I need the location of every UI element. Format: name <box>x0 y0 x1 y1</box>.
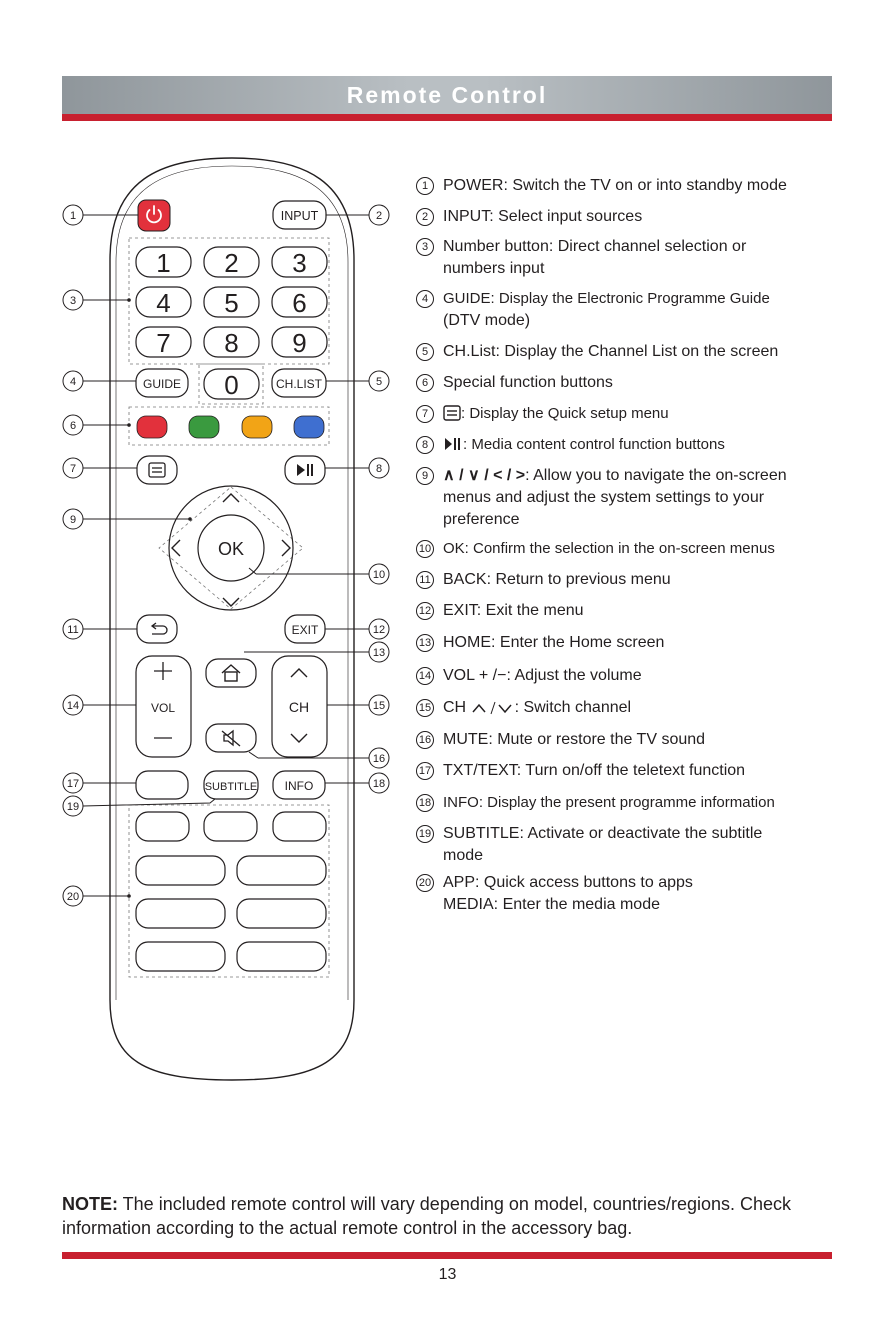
item-18 <box>416 792 836 814</box>
item-text: : Allow you to navigate the on-screen <box>525 467 787 484</box>
item-number: 15 <box>416 699 434 717</box>
callout-17: 17 <box>66 778 80 790</box>
item-text: SUBTITLE: Activate or deactivate the subtitle <box>443 825 763 842</box>
item-7 <box>416 403 836 425</box>
item-number: 5 <box>416 343 434 361</box>
item-text-cont: MEDIA: Enter the media mode <box>443 896 660 913</box>
item-text-pre: CH <box>443 699 467 716</box>
item-8 <box>416 434 836 456</box>
item-text: INFO: Display the present programme information <box>443 794 775 811</box>
item-text: BACK: Return to previous menu <box>443 571 671 588</box>
key-0: 0 <box>224 370 239 400</box>
callout-19: 19 <box>66 801 80 813</box>
item-10 <box>416 538 836 560</box>
callout-18: 18 <box>372 778 386 790</box>
item-20 <box>416 872 836 916</box>
item-text-cont: (DTV mode) <box>443 312 531 329</box>
ok-label: OK <box>217 539 245 559</box>
callout-11: 11 <box>67 624 79 636</box>
item-text: OK: Confirm the selection in the on-screen menus <box>443 540 775 557</box>
callout-20: 20 <box>66 891 80 903</box>
item-17 <box>416 760 836 782</box>
callout-1: 1 <box>69 210 77 222</box>
item-number: 10 <box>416 540 434 558</box>
item-text: APP: Quick access buttons to apps <box>443 874 693 891</box>
item-9 <box>416 465 836 531</box>
note-text: The included remote control will vary depending on model, countries/regions. Check information according to the actual remote control in the accessory bag. <box>62 1194 792 1238</box>
item-text-cont: numbers input <box>443 260 545 277</box>
info-label: INFO <box>284 779 314 793</box>
footer-rule <box>62 1252 832 1259</box>
callout-2: 2 <box>375 210 383 222</box>
back-button <box>137 615 177 643</box>
chevron-up-down-icon <box>471 701 515 715</box>
ch-label: CH <box>288 699 310 715</box>
item-number: 1 <box>416 177 434 195</box>
key-6: 6 <box>292 288 307 318</box>
callout-3: 3 <box>69 295 77 307</box>
item-number: 18 <box>416 794 434 812</box>
item-15 <box>416 697 836 719</box>
item-16 <box>416 729 836 751</box>
item-text: MUTE: Mute or restore the TV sound <box>443 731 706 748</box>
item-number: 2 <box>416 208 434 226</box>
item-text: HOME: Enter the Home screen <box>443 634 665 651</box>
item-text: Number button: Direct channel selection or <box>443 238 747 255</box>
note-label: NOTE: <box>62 1194 118 1214</box>
key-9: 9 <box>292 328 307 358</box>
item-number: 13 <box>416 634 434 652</box>
power-button <box>138 200 170 231</box>
item-1 <box>416 175 836 197</box>
item-13 <box>416 632 836 654</box>
item-text: EXIT: Exit the menu <box>443 602 584 619</box>
quick-menu-button <box>137 456 177 484</box>
item-text-cont: mode <box>443 847 484 864</box>
callout-13: 13 <box>372 647 386 659</box>
item-number: 19 <box>416 825 434 843</box>
item-3 <box>416 236 836 280</box>
item-number: 9 <box>416 467 434 485</box>
callout-12: 12 <box>372 624 386 636</box>
item-11 <box>416 569 836 591</box>
key-7: 7 <box>156 328 171 358</box>
vol-label: VOL <box>150 701 176 715</box>
input-label: INPUT <box>280 209 319 223</box>
key-5: 5 <box>224 288 239 318</box>
green-key <box>189 416 219 438</box>
item-number: 3 <box>416 238 434 256</box>
callout-7: 7 <box>69 463 77 475</box>
callout-4: 4 <box>69 376 77 388</box>
item-number: 16 <box>416 731 434 749</box>
item-text: Special function buttons <box>443 374 613 391</box>
item-14 <box>416 665 836 687</box>
key-3: 3 <box>292 248 307 278</box>
guide-label: GUIDE <box>142 377 182 391</box>
item-number: 17 <box>416 762 434 780</box>
item-number: 7 <box>416 405 434 423</box>
item-text-cont: menus and adjust the system settings to your <box>443 489 765 506</box>
item-19 <box>416 823 836 867</box>
item-text-cont2: preference <box>443 511 520 528</box>
item-text: INPUT: Select input sources <box>443 208 643 225</box>
item-number: 14 <box>416 667 434 685</box>
item-nav-symbols: ∧ / ∨ / < / > <box>443 467 526 484</box>
menu-icon <box>443 405 461 421</box>
callout-6: 6 <box>69 420 77 432</box>
item-number: 8 <box>416 436 434 454</box>
item-number: 20 <box>416 874 434 892</box>
callout-5: 5 <box>375 376 383 388</box>
blue-key <box>294 416 324 438</box>
item-number: 12 <box>416 602 434 620</box>
item-number: 6 <box>416 374 434 392</box>
item-text: TXT/TEXT: Turn on/off the teletext function <box>443 762 746 779</box>
play-pause-icon <box>443 436 463 452</box>
red-key <box>137 416 167 438</box>
callout-10: 10 <box>372 569 386 581</box>
exit-label: EXIT <box>291 623 319 637</box>
item-2 <box>416 206 836 228</box>
callout-14: 14 <box>66 700 80 712</box>
item-6 <box>416 372 836 394</box>
item-number: 11 <box>416 571 434 589</box>
key-2: 2 <box>224 248 239 278</box>
item-text: POWER: Switch the TV on or into standby mode <box>443 177 787 194</box>
key-4: 4 <box>156 288 171 318</box>
yellow-key <box>242 416 272 438</box>
item-text: CH.List: Display the Channel List on the screen <box>443 343 779 360</box>
item-4 <box>416 288 836 332</box>
home-button <box>206 659 256 687</box>
callout-15: 15 <box>372 700 386 712</box>
callout-16: 16 <box>372 753 386 765</box>
page-number: 13 <box>438 1266 457 1283</box>
text-button <box>136 771 188 799</box>
item-number: 4 <box>416 290 434 308</box>
item-5 <box>416 341 836 363</box>
key-1: 1 <box>156 248 171 278</box>
item-12 <box>416 600 836 622</box>
key-8: 8 <box>224 328 239 358</box>
item-text: : Display the Quick setup menu <box>461 405 669 422</box>
callout-8: 8 <box>375 463 383 475</box>
callout-9: 9 <box>69 514 77 526</box>
page-title: Remote Control <box>346 82 548 108</box>
item-text: GUIDE: Display the Electronic Programme Guide <box>443 290 770 307</box>
item-text: VOL + /−: Adjust the volume <box>443 667 642 684</box>
item-text: : Switch channel <box>514 699 632 716</box>
chlist-label: CH.LIST <box>275 377 323 391</box>
subtitle-label: SUBTITLE <box>204 781 258 793</box>
item-text: : Media content control function buttons <box>463 436 725 453</box>
note <box>62 1192 837 1240</box>
